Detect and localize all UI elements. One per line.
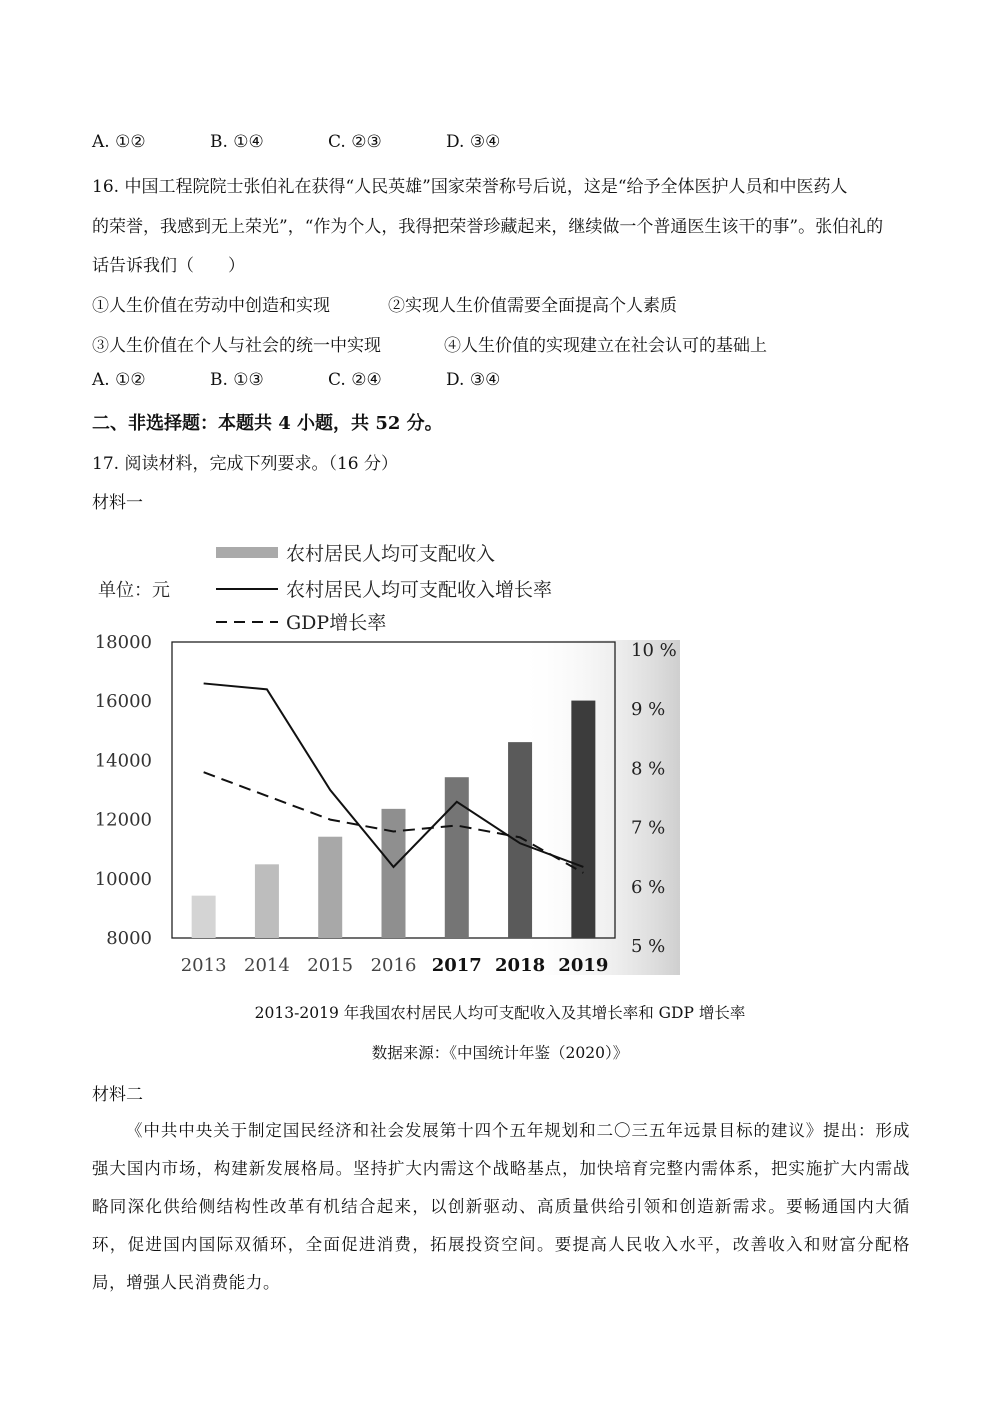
bar-income-2013 bbox=[192, 896, 216, 938]
legend-solid-label: 农村居民人均可支配收入增长率 bbox=[286, 579, 553, 601]
right-tick-label: 6 % bbox=[631, 876, 666, 898]
legend-dashed-label: GDP增长率 bbox=[286, 612, 387, 634]
unit-label: 单位：元 bbox=[98, 580, 170, 601]
left-tick-label: 10000 bbox=[94, 868, 152, 890]
bar-income-2014 bbox=[255, 864, 279, 938]
q16-option-b: B. ①③ bbox=[210, 370, 264, 390]
q16-item-2: ②实现人生价值需要全面提高个人素质 bbox=[388, 296, 677, 316]
left-tick-label: 12000 bbox=[94, 809, 152, 831]
chart-svg bbox=[88, 530, 688, 980]
q15-options bbox=[92, 132, 500, 152]
scan-shading bbox=[518, 640, 680, 975]
q16-line-3: 话告诉我们（ ） bbox=[92, 256, 245, 276]
q15-option-d: D. ③④ bbox=[446, 132, 501, 152]
chart-caption: 2013-2019 年我国农村居民人均可支配收入及其增长率和 GDP 增长率 bbox=[254, 1004, 746, 1022]
x-tick-label: 2014 bbox=[244, 955, 290, 976]
legend-swatch-bar bbox=[216, 547, 278, 558]
x-tick-label: 2013 bbox=[180, 955, 227, 976]
bar-income-2019 bbox=[571, 701, 595, 938]
section-2-title: 二、非选择题：本题共 4 小题，共 52 分。 bbox=[92, 413, 443, 434]
income-growth-chart bbox=[88, 530, 688, 980]
right-tick-label: 9 % bbox=[631, 699, 666, 721]
q16-line-2: 的荣誉，我感到无上荣光”，“作为个人，我得把荣誉珍藏起来，继续做一个普通医生该干的事”。张伯礼的 bbox=[92, 217, 884, 237]
bar-income-2016 bbox=[382, 809, 406, 938]
right-tick-label: 10 % bbox=[631, 640, 677, 661]
material-1-label: 材料一 bbox=[92, 493, 143, 513]
q16-items-row-2 bbox=[92, 331, 767, 356]
left-tick-label: 8000 bbox=[106, 928, 152, 949]
q15-option-b: B. ①④ bbox=[210, 132, 264, 152]
right-tick-label: 8 % bbox=[631, 758, 666, 780]
right-tick-label: 5 % bbox=[631, 936, 666, 957]
q16-options bbox=[92, 370, 500, 390]
q16-line-1: 16. 中国工程院院士张伯礼在获得“人民英雄”国家荣誉称号后说，这是“给予全体医护人员和中医药人 bbox=[92, 177, 848, 197]
legend-bar-label: 农村居民人均可支配收入 bbox=[286, 543, 496, 565]
q16-option-a: A. ①② bbox=[92, 370, 146, 390]
q16-item-1: ①人生价值在劳动中创造和实现 bbox=[92, 296, 330, 316]
right-tick-label: 7 % bbox=[631, 817, 666, 839]
x-tick-label: 2016 bbox=[370, 955, 417, 976]
q15-option-a: A. ①② bbox=[92, 132, 146, 152]
bar-income-2015 bbox=[318, 837, 342, 938]
material-2-label: 材料二 bbox=[92, 1085, 143, 1105]
q16-option-d: D. ③④ bbox=[446, 370, 501, 390]
q16-items-row-1 bbox=[92, 291, 677, 316]
x-tick-label: 2015 bbox=[307, 955, 354, 976]
x-tick-label: 2019 bbox=[558, 955, 609, 976]
q16-option-c: C. ②④ bbox=[328, 370, 382, 390]
q17-title: 17. 阅读材料，完成下列要求。（16 分） bbox=[92, 454, 398, 474]
q15-option-c: C. ②③ bbox=[328, 132, 382, 152]
left-tick-label: 16000 bbox=[94, 691, 152, 713]
x-tick-label: 2018 bbox=[495, 955, 546, 976]
bar-income-2018 bbox=[508, 742, 532, 938]
x-tick-label: 2017 bbox=[431, 955, 482, 976]
chart-source: 数据来源：《中国统计年鉴（2020）》 bbox=[371, 1044, 629, 1062]
q16-item-4: ④人生价值的实现建立在社会认可的基础上 bbox=[444, 336, 767, 356]
q16-item-3: ③人生价值在个人与社会的统一中实现 bbox=[92, 336, 381, 356]
left-tick-label: 14000 bbox=[94, 750, 152, 772]
material-2-text: 《中共中央关于制定国民经济和社会发展第十四个五年规划和二〇三五年远景目标的建议》提出：形成强大国内市场，构建新发展格局。坚持扩大内需这个战略基点，加快培育完整内需体系，把实施扩大内需战略同深化供给侧结构性改革有机结合起来，以创新驱动、高质量供给引领和创造新需求。要畅通国内大循环，促进国内国际双循环，全面促进消费，拓展投资空间。要提高人民收入水平，改善收入和财富分配格局，增强人民消费能力。 bbox=[92, 1121, 910, 1292]
left-tick-label: 18000 bbox=[94, 632, 152, 653]
